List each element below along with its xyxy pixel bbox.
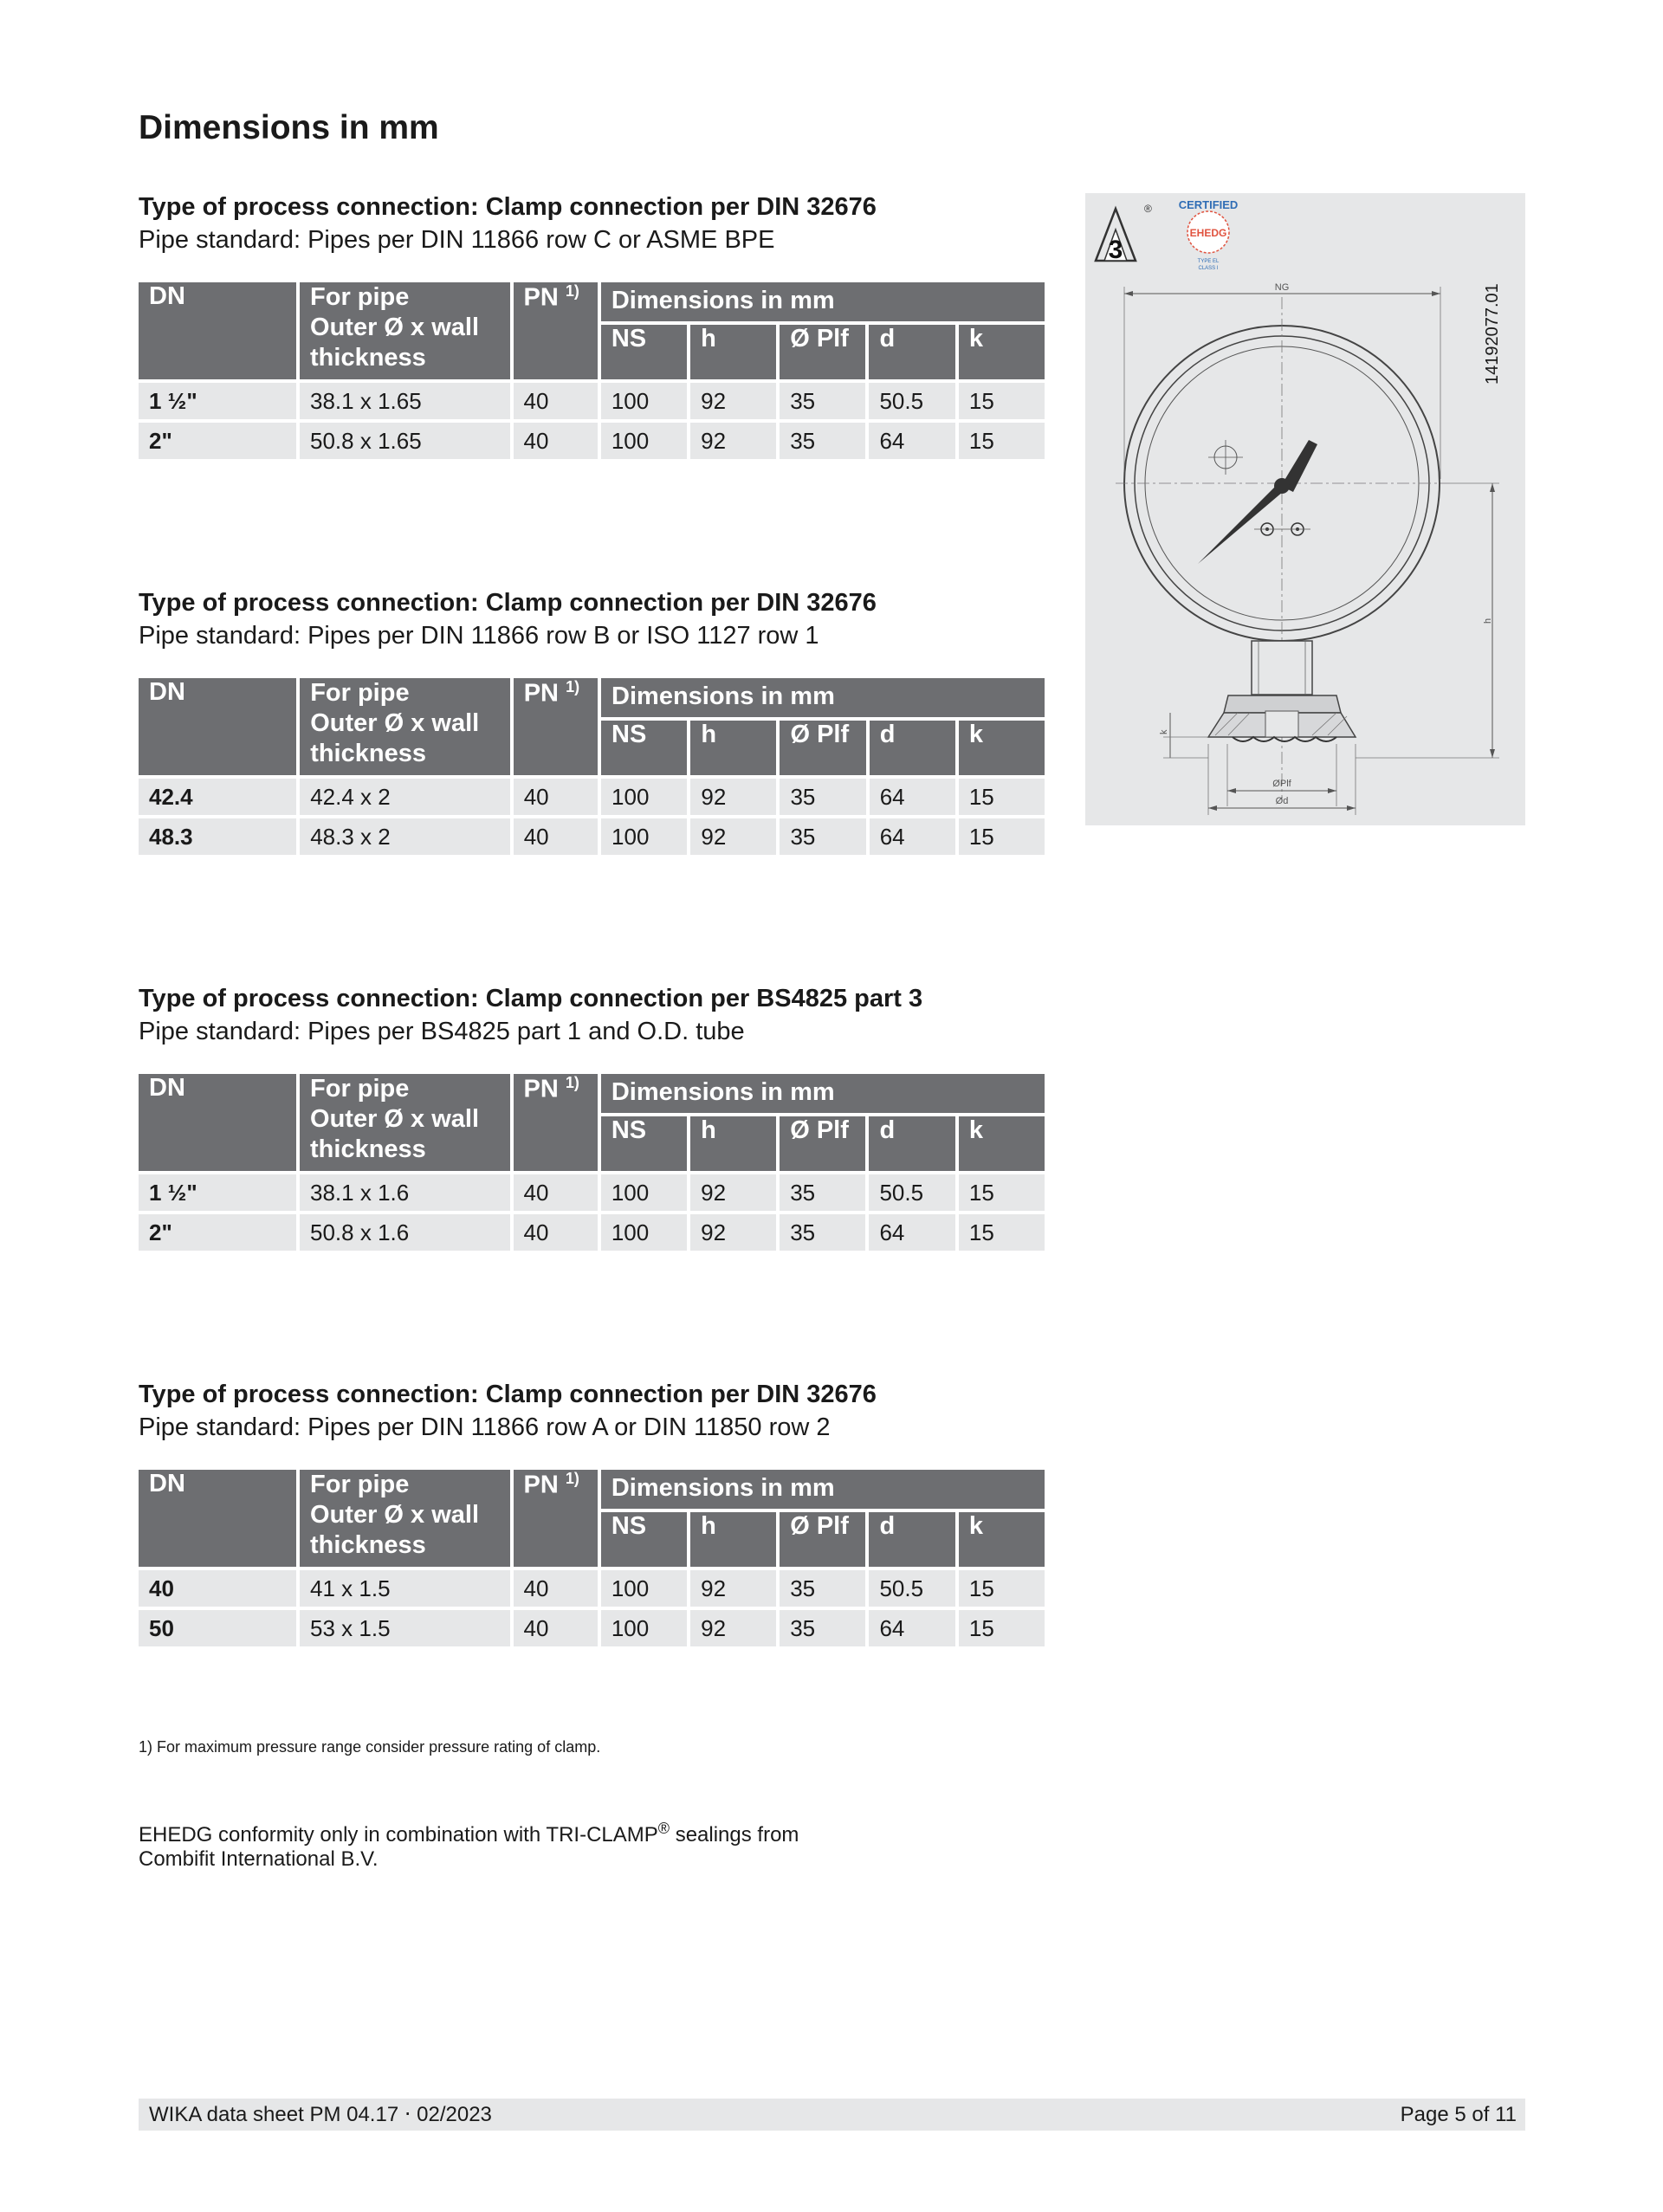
- table-row: 2" 50.8 x 1.65 40 100 92 35 64 15: [139, 423, 1045, 459]
- footnote: 1) For maximum pressure range consider pressure rating of clamp.: [139, 1738, 601, 1756]
- section-title: Type of process connection: Clamp connection per BS4825 part 3: [139, 985, 923, 1012]
- label-h: h: [1483, 618, 1493, 624]
- class-text: CLASS I: [1198, 266, 1219, 271]
- footer-datasheet: WIKA data sheet PM 04.17 ⋅ 02/2023: [149, 2103, 492, 2126]
- section-subtitle: Pipe standard: Pipes per DIN 11866 row C or ASME BPE: [139, 226, 775, 254]
- ehedg-text: EHEDG: [1189, 227, 1227, 239]
- table-row: 1 ½" 38.1 x 1.65 40 100 92 35 50.5 15: [139, 383, 1045, 419]
- header-d: d: [869, 1116, 954, 1171]
- header-ns: NS: [601, 721, 687, 775]
- header-k: k: [959, 1512, 1045, 1567]
- section-2: [139, 586, 1048, 850]
- footer-page-number: Page 5 of 11: [1400, 2103, 1517, 2126]
- label-d: Ød: [1275, 796, 1289, 806]
- header-k: k: [959, 721, 1045, 775]
- dimension-drawing: [1085, 193, 1525, 825]
- table-row: 48.3 48.3 x 2 40 100 92 35 64 15: [139, 818, 1045, 855]
- header-h: h: [690, 1116, 776, 1171]
- header-plf: Ø Plf: [780, 1512, 865, 1567]
- label-plf: ØPlf: [1272, 779, 1291, 789]
- 3a-number: 3: [1108, 236, 1123, 264]
- header-h: h: [690, 325, 776, 379]
- header-dimensions: Dimensions in mm: [601, 1470, 1045, 1509]
- header-plf: Ø Plf: [780, 721, 865, 775]
- header-k: k: [959, 325, 1045, 379]
- header-pipe: For pipe Outer Ø x wall thickness: [300, 282, 510, 379]
- table-row: 42.4 42.4 x 2 40 100 92 35 64 15: [139, 779, 1045, 815]
- header-plf: Ø Plf: [780, 325, 865, 379]
- header-dn: DN: [139, 678, 296, 775]
- header-pipe: For pipe Outer Ø x wall thickness: [300, 1470, 510, 1567]
- header-d: d: [869, 1512, 954, 1567]
- header-d: d: [870, 721, 955, 775]
- header-plf: Ø Plf: [780, 1116, 865, 1171]
- section-4: [139, 1378, 1048, 1641]
- header-ns: NS: [601, 1116, 687, 1171]
- header-ns: NS: [601, 325, 687, 379]
- drawing-code: 14192077.01: [1483, 283, 1502, 385]
- header-h: h: [690, 1512, 776, 1567]
- header-dimensions: Dimensions in mm: [601, 1074, 1045, 1113]
- page-title: Dimensions in mm: [139, 109, 439, 146]
- header-dimensions: Dimensions in mm: [601, 678, 1045, 717]
- dimensions-table: [135, 1466, 1048, 1650]
- header-dimensions: Dimensions in mm: [601, 282, 1045, 321]
- section-1: [139, 191, 1048, 454]
- page-footer: [139, 2099, 1525, 2131]
- ehedg-note: EHEDG conformity only in combination with TRI-CLAMP® sealings from Combifit International B.V.: [139, 1820, 799, 1871]
- table-row: 1 ½" 38.1 x 1.6 40 100 92 35 50.5 15: [139, 1174, 1045, 1211]
- header-pn: PN $^{1)}$: [514, 282, 598, 379]
- header-pipe: For pipe Outer Ø x wall thickness: [300, 678, 510, 775]
- header-pn: PN $^{1)}$: [514, 1074, 598, 1171]
- header-k: k: [959, 1116, 1045, 1171]
- ehedg-logo: [1179, 198, 1239, 271]
- section-title: Type of process connection: Clamp connection per DIN 32676: [139, 193, 877, 221]
- 3a-logo: [1096, 203, 1152, 264]
- header-pn: PN $^{1)}$: [514, 1470, 598, 1567]
- gauge-drawing-svg: [1085, 193, 1525, 825]
- header-d: d: [869, 325, 954, 379]
- table-row: 40 41 x 1.5 40 100 92 35 50.5 15: [139, 1570, 1045, 1607]
- dimensions-table: [135, 279, 1048, 462]
- type-text: TYPE EL: [1197, 259, 1220, 264]
- header-h: h: [690, 721, 776, 775]
- header-pn: PN $^{1)}$: [514, 678, 598, 775]
- section-subtitle: Pipe standard: Pipes per DIN 11866 row A or DIN 11850 row 2: [139, 1413, 831, 1441]
- header-dn: DN: [139, 282, 296, 379]
- label-ng: NG: [1274, 282, 1290, 293]
- dimensions-table: [135, 675, 1048, 858]
- section-subtitle: Pipe standard: Pipes per BS4825 part 1 and O.D. tube: [139, 1018, 745, 1045]
- registered-mark: ®: [1144, 203, 1152, 215]
- section-title: Type of process connection: Clamp connection per DIN 32676: [139, 1381, 877, 1408]
- section-title: Type of process connection: Clamp connection per DIN 32676: [139, 589, 877, 617]
- header-dn: DN: [139, 1470, 296, 1567]
- label-k: k: [1159, 729, 1169, 734]
- dimensions-table: [135, 1070, 1048, 1254]
- pointer-icon: [1198, 440, 1317, 564]
- table-row: 2" 50.8 x 1.6 40 100 92 35 64 15: [139, 1214, 1045, 1251]
- table-row: 50 53 x 1.5 40 100 92 35 64 15: [139, 1610, 1045, 1646]
- header-pipe: For pipe Outer Ø x wall thickness: [300, 1074, 510, 1171]
- section-3: [139, 982, 1048, 1245]
- header-ns: NS: [601, 1512, 687, 1567]
- header-dn: DN: [139, 1074, 296, 1171]
- section-subtitle: Pipe standard: Pipes per DIN 11866 row B or ISO 1127 row 1: [139, 622, 819, 650]
- certified-text: CERTIFIED: [1178, 198, 1239, 211]
